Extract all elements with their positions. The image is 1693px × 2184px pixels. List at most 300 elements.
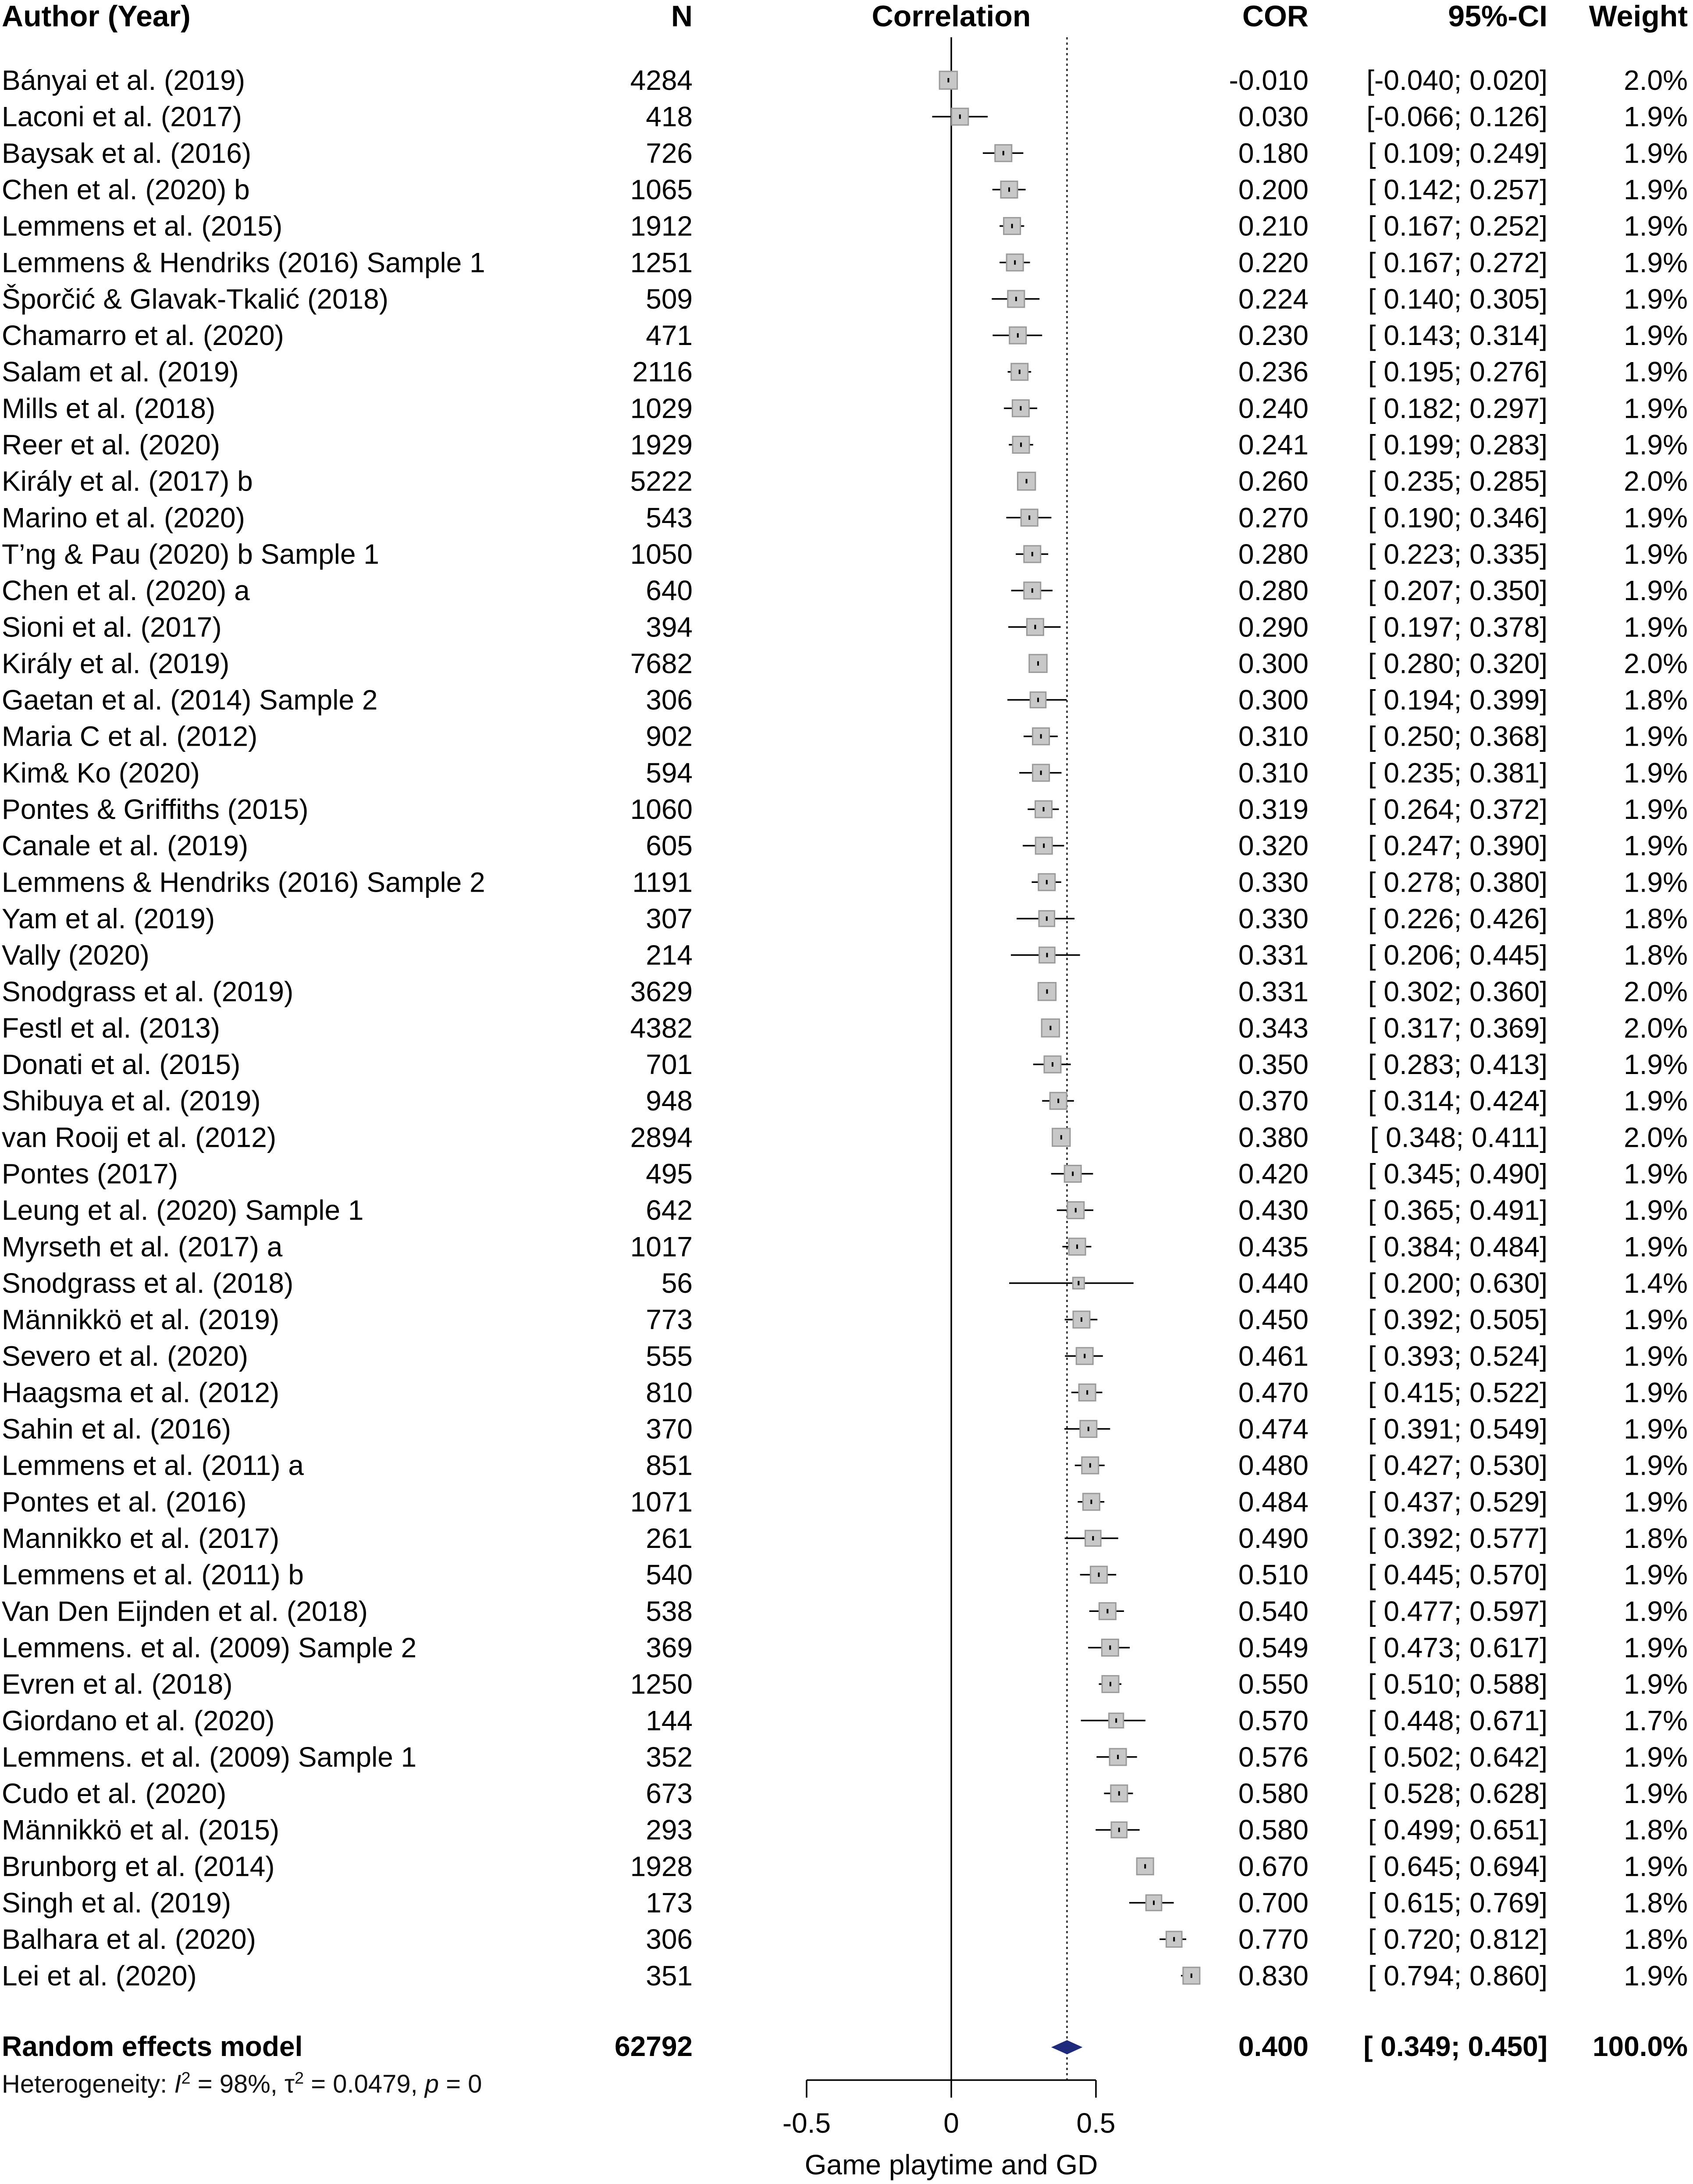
study-row xyxy=(2,1887,1688,1919)
study-weight: 1.9% xyxy=(1624,1778,1688,1810)
study-ci: [ 0.348; 0.411] xyxy=(1370,1121,1547,1153)
study-author: Lemmens et al. (2011) a xyxy=(2,1449,304,1481)
study-weight: 1.9% xyxy=(1624,1085,1688,1117)
study-weight: 1.9% xyxy=(1624,575,1688,607)
study-cor: 0.240 xyxy=(1238,392,1309,424)
study-cor: -0.010 xyxy=(1229,64,1309,96)
study-n: 214 xyxy=(646,939,693,971)
study-author: Van Den Eijnden et al. (2018) xyxy=(2,1595,368,1627)
study-n: 1029 xyxy=(630,392,693,424)
study-author: Gaetan et al. (2014) Sample 2 xyxy=(2,684,378,716)
study-ci: [ 0.250; 0.368] xyxy=(1368,720,1547,752)
study-author: Marino et al. (2020) xyxy=(2,502,245,534)
study-author: Sahin et al. (2016) xyxy=(2,1413,231,1445)
study-ci: [ 0.317; 0.369] xyxy=(1368,1012,1547,1044)
study-ci: [ 0.794; 0.860] xyxy=(1368,1960,1547,1992)
study-n: 495 xyxy=(646,1158,693,1190)
study-ci: [ 0.345; 0.490] xyxy=(1368,1158,1547,1190)
study-cor: 0.270 xyxy=(1238,502,1309,534)
study-n: 370 xyxy=(646,1413,693,1445)
study-ci: [ 0.199; 0.283] xyxy=(1368,429,1547,461)
study-ci: [ 0.167; 0.252] xyxy=(1368,210,1547,242)
study-row xyxy=(2,466,1688,497)
study-row xyxy=(2,684,1688,716)
study-weight: 1.9% xyxy=(1624,1486,1688,1518)
study-author: Männikkö et al. (2015) xyxy=(2,1814,280,1846)
study-n: 351 xyxy=(646,1960,693,1992)
study-cor: 0.450 xyxy=(1238,1304,1309,1336)
study-cor: 0.435 xyxy=(1238,1231,1309,1263)
study-cor: 0.830 xyxy=(1238,1960,1309,1992)
study-cor: 0.300 xyxy=(1238,647,1309,679)
study-n: 509 xyxy=(646,283,693,315)
study-row xyxy=(2,647,1688,679)
study-ci: [ 0.140; 0.305] xyxy=(1368,283,1547,315)
p-symbol: p xyxy=(424,2070,439,2099)
study-author: Mills et al. (2018) xyxy=(2,392,216,424)
study-n: 5222 xyxy=(630,465,693,497)
study-row xyxy=(2,1304,1688,1335)
study-author: Sioni et al. (2017) xyxy=(2,611,222,643)
study-row xyxy=(2,1741,1688,1773)
study-n: 418 xyxy=(646,101,693,133)
study-row xyxy=(2,320,1688,351)
study-n: 307 xyxy=(646,903,693,935)
study-weight: 1.8% xyxy=(1624,939,1688,971)
study-author: Lemmens et al. (2015) xyxy=(2,210,283,242)
study-row xyxy=(2,283,1688,315)
study-n: 2116 xyxy=(632,356,693,388)
study-author: Brunborg et al. (2014) xyxy=(2,1850,275,1882)
study-row xyxy=(2,1814,1688,1846)
study-cor: 0.770 xyxy=(1238,1923,1309,1955)
study-cor: 0.580 xyxy=(1238,1814,1309,1846)
study-ci: [ 0.143; 0.314] xyxy=(1368,320,1547,352)
study-cor: 0.210 xyxy=(1238,210,1309,242)
study-cor: 0.220 xyxy=(1238,246,1309,278)
study-author: Canale et al. (2019) xyxy=(2,830,249,862)
study-author: Vally (2020) xyxy=(2,939,149,971)
study-ci: [ 0.278; 0.380] xyxy=(1368,866,1547,898)
header-n: N xyxy=(671,0,693,33)
study-cor: 0.343 xyxy=(1238,1012,1309,1044)
study-n: 1017 xyxy=(630,1231,693,1263)
study-cor: 0.549 xyxy=(1238,1632,1309,1664)
study-weight: 1.9% xyxy=(1624,1960,1688,1992)
study-row xyxy=(2,101,1688,132)
study-n: 1050 xyxy=(630,538,693,570)
study-author: Snodgrass et al. (2018) xyxy=(2,1267,294,1299)
study-weight: 1.8% xyxy=(1624,1923,1688,1955)
study-row xyxy=(2,757,1688,789)
study-row xyxy=(2,575,1688,606)
study-weight: 1.9% xyxy=(1624,246,1688,278)
study-ci: [-0.066; 0.126] xyxy=(1366,101,1547,133)
study-weight: 1.9% xyxy=(1624,210,1688,242)
study-row xyxy=(2,1450,1688,1481)
study-author: Király et al. (2017) b xyxy=(2,465,253,497)
x-tick-label: 0 xyxy=(943,2107,959,2139)
study-cor: 0.670 xyxy=(1238,1850,1309,1882)
study-ci: [ 0.392; 0.577] xyxy=(1368,1522,1547,1554)
study-ci: [ 0.142; 0.257] xyxy=(1368,174,1547,206)
study-cor: 0.350 xyxy=(1238,1049,1309,1081)
study-row xyxy=(2,64,1688,96)
study-ci: [ 0.391; 0.549] xyxy=(1368,1413,1547,1445)
study-weight: 1.9% xyxy=(1624,356,1688,388)
study-author: Donati et al. (2015) xyxy=(2,1049,241,1081)
study-row xyxy=(2,1924,1688,1955)
study-row xyxy=(2,1522,1688,1554)
study-ci: [ 0.502; 0.642] xyxy=(1368,1741,1547,1773)
study-weight: 2.0% xyxy=(1624,1121,1688,1153)
study-cor: 0.260 xyxy=(1238,465,1309,497)
study-cor: 0.230 xyxy=(1238,320,1309,352)
study-cor: 0.576 xyxy=(1238,1741,1309,1773)
study-n: 640 xyxy=(646,575,693,607)
study-row xyxy=(2,1413,1688,1445)
study-row xyxy=(2,976,1688,1007)
study-weight: 1.9% xyxy=(1624,1194,1688,1226)
study-weight: 2.0% xyxy=(1624,975,1688,1007)
study-n: 538 xyxy=(646,1595,693,1627)
study-author: Giordano et al. (2020) xyxy=(2,1704,275,1736)
study-author: Cudo et al. (2020) xyxy=(2,1778,227,1810)
study-row xyxy=(2,1705,1688,1736)
study-cor: 0.290 xyxy=(1238,611,1309,643)
study-weight: 1.9% xyxy=(1624,1377,1688,1409)
study-cor: 0.440 xyxy=(1238,1267,1309,1299)
study-n: 810 xyxy=(646,1377,693,1409)
study-weight: 1.9% xyxy=(1624,793,1688,825)
study-ci: [ 0.365; 0.491] xyxy=(1368,1194,1547,1226)
study-ci: [ 0.194; 0.399] xyxy=(1368,684,1547,716)
study-ci: [ 0.314; 0.424] xyxy=(1368,1085,1547,1117)
i2-value: = 98%, xyxy=(190,2070,285,2099)
study-row xyxy=(2,1850,1688,1882)
study-ci: [ 0.477; 0.597] xyxy=(1368,1595,1547,1627)
study-n: 394 xyxy=(646,611,693,643)
study-cor: 0.474 xyxy=(1238,1413,1309,1445)
study-ci: [ 0.226; 0.426] xyxy=(1368,903,1547,935)
study-ci: [ 0.302; 0.360] xyxy=(1368,975,1547,1007)
study-cor: 0.420 xyxy=(1238,1158,1309,1190)
i2-symbol: I xyxy=(174,2070,181,2099)
study-author: Šporčić & Glavak-Tkalić (2018) xyxy=(2,283,389,315)
study-n: 144 xyxy=(646,1704,693,1736)
study-weight: 1.9% xyxy=(1624,1741,1688,1773)
study-n: 1191 xyxy=(632,866,693,898)
study-weight: 1.9% xyxy=(1624,830,1688,862)
study-n: 3629 xyxy=(630,975,693,1007)
study-n: 1929 xyxy=(630,429,693,461)
study-n: 642 xyxy=(646,1194,693,1226)
study-ci: [ 0.235; 0.381] xyxy=(1368,757,1547,789)
study-ci: [ 0.510; 0.588] xyxy=(1368,1668,1547,1700)
pooled-n: 62792 xyxy=(615,2031,693,2062)
study-author: Baysak et al. (2016) xyxy=(2,137,252,169)
study-ci: [ 0.392; 0.505] xyxy=(1368,1304,1547,1336)
study-weight: 1.9% xyxy=(1624,1668,1688,1700)
pooled-label: Random effects model xyxy=(2,2031,303,2062)
study-author: Leung et al. (2020) Sample 1 xyxy=(2,1194,364,1226)
study-author: Lemmens & Hendriks (2016) Sample 2 xyxy=(2,866,485,898)
study-weight: 1.8% xyxy=(1624,684,1688,716)
study-row xyxy=(2,1340,1688,1372)
study-weight: 1.9% xyxy=(1624,137,1688,169)
x-axis-label: Game playtime and GD xyxy=(804,2149,1098,2180)
study-n: 1065 xyxy=(630,174,693,206)
study-row xyxy=(2,1486,1688,1518)
study-n: 1928 xyxy=(630,1850,693,1882)
study-weight: 1.7% xyxy=(1624,1704,1688,1736)
study-row xyxy=(2,1632,1688,1663)
study-weight: 1.9% xyxy=(1624,1632,1688,1664)
pooled-ci: [ 0.349; 0.450] xyxy=(1363,2031,1547,2062)
study-author: Männikkö et al. (2019) xyxy=(2,1304,280,1336)
study-author: Singh et al. (2019) xyxy=(2,1887,231,1919)
study-author: Maria C et al. (2012) xyxy=(2,720,258,752)
study-row xyxy=(2,1195,1688,1226)
study-ci: [ 0.499; 0.651] xyxy=(1368,1814,1547,1846)
study-weight: 2.0% xyxy=(1624,465,1688,497)
study-author: Mannikko et al. (2017) xyxy=(2,1522,280,1554)
study-row xyxy=(2,1012,1688,1044)
study-rows xyxy=(2,64,1688,1992)
header-author: Author (Year) xyxy=(2,0,191,33)
study-n: 293 xyxy=(646,1814,693,1846)
study-author: Shibuya et al. (2019) xyxy=(2,1085,261,1117)
study-n: 701 xyxy=(646,1049,693,1081)
study-row xyxy=(2,1267,1688,1299)
study-ci: [ 0.182; 0.297] xyxy=(1368,392,1547,424)
study-cor: 0.540 xyxy=(1238,1595,1309,1627)
study-n: 540 xyxy=(646,1559,693,1591)
study-row xyxy=(2,1231,1688,1263)
study-ci: [ 0.195; 0.276] xyxy=(1368,356,1547,388)
study-cor: 0.319 xyxy=(1238,793,1309,825)
study-row xyxy=(2,502,1688,534)
study-author: Lei et al. (2020) xyxy=(2,1960,197,1992)
study-n: 306 xyxy=(646,684,693,716)
study-author: Myrseth et al. (2017) a xyxy=(2,1231,283,1263)
study-n: 543 xyxy=(646,502,693,534)
study-ci: [ 0.528; 0.628] xyxy=(1368,1778,1547,1810)
study-weight: 1.9% xyxy=(1624,611,1688,643)
study-row xyxy=(2,1668,1688,1700)
pooled-weight: 100.0% xyxy=(1592,2031,1688,2062)
study-row xyxy=(2,247,1688,278)
study-weight: 1.4% xyxy=(1624,1267,1688,1299)
study-n: 306 xyxy=(646,1923,693,1955)
study-n: 851 xyxy=(646,1449,693,1481)
study-ci: [ 0.393; 0.524] xyxy=(1368,1340,1547,1372)
study-n: 726 xyxy=(646,137,693,169)
study-weight: 1.9% xyxy=(1624,174,1688,206)
study-weight: 1.9% xyxy=(1624,1850,1688,1882)
study-weight: 2.0% xyxy=(1624,1012,1688,1044)
study-weight: 1.8% xyxy=(1624,1887,1688,1919)
study-weight: 1.8% xyxy=(1624,903,1688,935)
study-cor: 0.490 xyxy=(1238,1522,1309,1554)
study-cor: 0.280 xyxy=(1238,538,1309,570)
study-ci: [ 0.473; 0.617] xyxy=(1368,1632,1547,1664)
tau-symbol: τ xyxy=(285,2070,295,2099)
study-row xyxy=(2,356,1688,388)
study-weight: 1.9% xyxy=(1624,1304,1688,1336)
study-ci: [-0.040; 0.020] xyxy=(1366,64,1547,96)
study-cor: 0.300 xyxy=(1238,684,1309,716)
study-row xyxy=(2,793,1688,825)
study-n: 594 xyxy=(646,757,693,789)
x-tick-label: -0.5 xyxy=(782,2107,831,2139)
study-row xyxy=(2,939,1688,971)
study-weight: 1.9% xyxy=(1624,866,1688,898)
study-weight: 2.0% xyxy=(1624,64,1688,96)
study-cor: 0.236 xyxy=(1238,356,1309,388)
study-cor: 0.330 xyxy=(1238,903,1309,935)
study-ci: [ 0.247; 0.390] xyxy=(1368,830,1547,862)
study-author: Chen et al. (2020) b xyxy=(2,174,250,206)
study-weight: 1.9% xyxy=(1624,502,1688,534)
study-ci: [ 0.197; 0.378] xyxy=(1368,611,1547,643)
study-author: Pontes & Griffiths (2015) xyxy=(2,793,309,825)
study-ci: [ 0.384; 0.484] xyxy=(1368,1231,1547,1263)
study-cor: 0.470 xyxy=(1238,1377,1309,1409)
study-cor: 0.310 xyxy=(1238,720,1309,752)
study-cor: 0.330 xyxy=(1238,866,1309,898)
study-author: Salam et al. (2019) xyxy=(2,356,239,388)
study-weight: 1.9% xyxy=(1624,320,1688,352)
study-ci: [ 0.264; 0.372] xyxy=(1368,793,1547,825)
study-n: 471 xyxy=(646,320,693,352)
study-row xyxy=(2,721,1688,752)
study-cor: 0.200 xyxy=(1238,174,1309,206)
study-row xyxy=(2,137,1688,169)
study-row xyxy=(2,1377,1688,1408)
study-row xyxy=(2,830,1688,861)
study-cor: 0.510 xyxy=(1238,1559,1309,1591)
study-row xyxy=(2,174,1688,205)
study-author: Festl et al. (2013) xyxy=(2,1012,220,1044)
header-weight: Weight xyxy=(1589,0,1688,33)
study-cor: 0.484 xyxy=(1238,1486,1309,1518)
study-cor: 0.320 xyxy=(1238,830,1309,862)
study-author: T’ng & Pau (2020) b Sample 1 xyxy=(2,538,379,570)
study-row xyxy=(2,538,1688,570)
study-weight: 1.9% xyxy=(1624,1231,1688,1263)
study-weight: 1.9% xyxy=(1624,1340,1688,1372)
study-author: Evren et al. (2018) xyxy=(2,1668,233,1700)
study-n: 352 xyxy=(646,1741,693,1773)
study-ci: [ 0.720; 0.812] xyxy=(1368,1923,1547,1955)
study-ci: [ 0.109; 0.249] xyxy=(1368,137,1547,169)
study-author: van Rooij et al. (2012) xyxy=(2,1121,277,1153)
study-n: 773 xyxy=(646,1304,693,1336)
study-ci: [ 0.207; 0.350] xyxy=(1368,575,1547,607)
study-author: Király et al. (2019) xyxy=(2,647,230,679)
pooled-cor: 0.400 xyxy=(1238,2031,1309,2062)
study-author: Chamarro et al. (2020) xyxy=(2,320,284,352)
study-n: 7682 xyxy=(630,647,693,679)
study-ci: [ 0.283; 0.413] xyxy=(1368,1049,1547,1081)
study-weight: 1.9% xyxy=(1624,1559,1688,1591)
study-cor: 0.700 xyxy=(1238,1887,1309,1919)
study-weight: 1.9% xyxy=(1624,1413,1688,1445)
study-ci: [ 0.437; 0.529] xyxy=(1368,1486,1547,1518)
study-ci: [ 0.448; 0.671] xyxy=(1368,1704,1547,1736)
study-n: 1251 xyxy=(630,246,693,278)
study-row xyxy=(2,1960,1688,1992)
study-n: 2894 xyxy=(630,1121,693,1153)
study-weight: 1.9% xyxy=(1624,720,1688,752)
study-ci: [ 0.427; 0.530] xyxy=(1368,1449,1547,1481)
study-ci: [ 0.280; 0.320] xyxy=(1368,647,1547,679)
study-weight: 1.9% xyxy=(1624,101,1688,133)
study-weight: 1.9% xyxy=(1624,283,1688,315)
study-cor: 0.461 xyxy=(1238,1340,1309,1372)
study-ci: [ 0.167; 0.272] xyxy=(1368,246,1547,278)
study-author: Laconi et al. (2017) xyxy=(2,101,242,133)
tau-value: = 0.0479, xyxy=(304,2070,425,2099)
study-author: Balhara et al. (2020) xyxy=(2,1923,256,1955)
x-tick-label: 0.5 xyxy=(1076,2107,1116,2139)
study-cor: 0.180 xyxy=(1238,137,1309,169)
study-author: Lemmens. et al. (2009) Sample 1 xyxy=(2,1741,417,1773)
study-n: 261 xyxy=(646,1522,693,1554)
heterogeneity-text: Heterogeneity: $I^2 = 98\%$, $\tau^2 = 0.0479$, p = 0 xyxy=(2,2069,482,2099)
study-ci: [ 0.235; 0.285] xyxy=(1368,465,1547,497)
header-cor: COR xyxy=(1242,0,1309,33)
study-author: Reer et al. (2020) xyxy=(2,429,221,461)
header-ci: 95%-CI xyxy=(1448,0,1547,33)
study-row xyxy=(2,1085,1688,1117)
study-n: 673 xyxy=(646,1778,693,1810)
study-row xyxy=(2,1121,1688,1153)
study-row xyxy=(2,611,1688,643)
study-n: 1250 xyxy=(630,1668,693,1700)
study-row xyxy=(2,429,1688,461)
study-n: 4382 xyxy=(630,1012,693,1044)
study-row xyxy=(2,392,1688,424)
study-weight: 1.9% xyxy=(1624,538,1688,570)
pooled-diamond xyxy=(1052,2041,1081,2054)
study-n: 56 xyxy=(661,1267,693,1299)
study-n: 369 xyxy=(646,1632,693,1664)
study-cor: 0.310 xyxy=(1238,757,1309,789)
study-ci: [ 0.190; 0.346] xyxy=(1368,502,1547,534)
study-cor: 0.331 xyxy=(1238,939,1309,971)
study-n: 605 xyxy=(646,830,693,862)
study-n: 173 xyxy=(646,1887,693,1919)
study-row xyxy=(2,1778,1688,1809)
study-cor: 0.370 xyxy=(1238,1085,1309,1117)
study-author: Lemmens & Hendriks (2016) Sample 1 xyxy=(2,246,485,278)
study-row xyxy=(2,1158,1688,1190)
study-n: 948 xyxy=(646,1085,693,1117)
study-cor: 0.241 xyxy=(1238,429,1309,461)
study-author: Severo et al. (2020) xyxy=(2,1340,249,1372)
study-author: Lemmens. et al. (2009) Sample 2 xyxy=(2,1632,417,1664)
study-ci: [ 0.645; 0.694] xyxy=(1368,1850,1547,1882)
study-weight: 1.9% xyxy=(1624,1449,1688,1481)
study-weight: 1.9% xyxy=(1624,392,1688,424)
study-cor: 0.280 xyxy=(1238,575,1309,607)
study-n: 902 xyxy=(646,720,693,752)
study-author: Chen et al. (2020) a xyxy=(2,575,250,607)
study-n: 555 xyxy=(646,1340,693,1372)
x-axis xyxy=(782,2080,1116,2180)
